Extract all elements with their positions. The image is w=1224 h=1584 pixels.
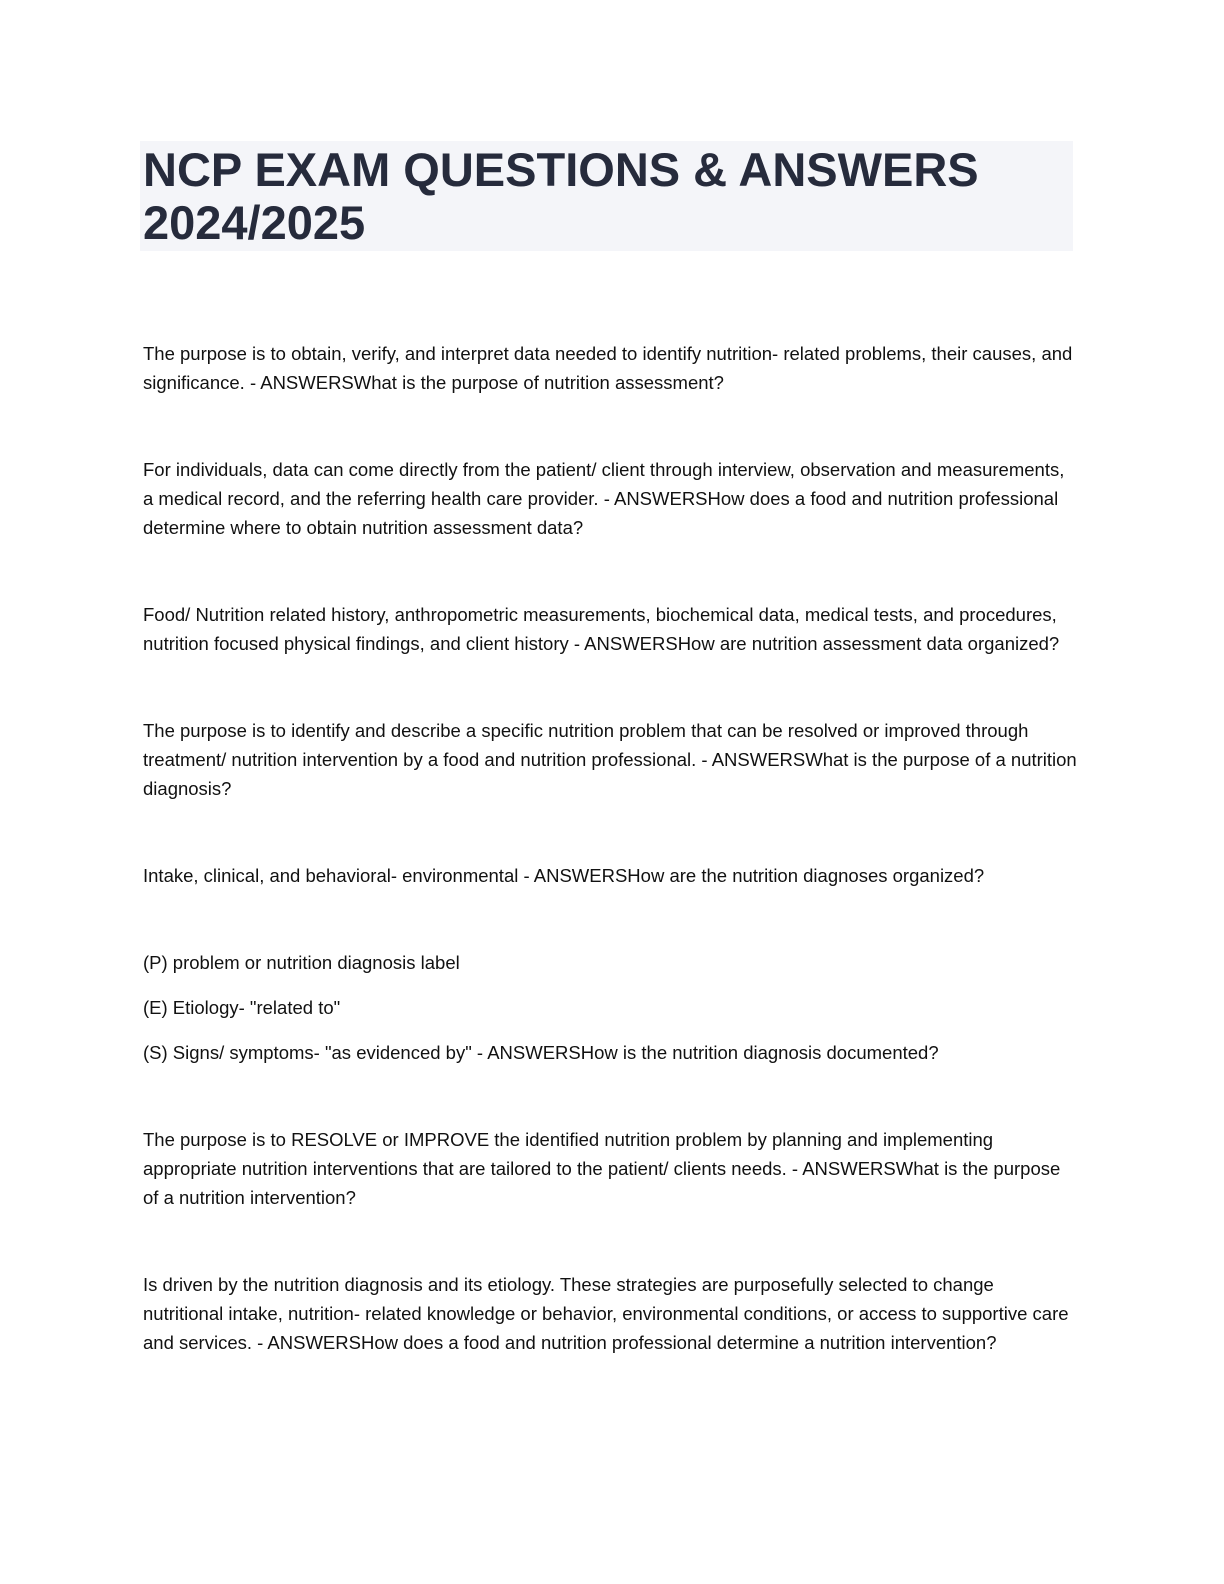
qa-text: For individuals, data can come directly from the patient/ client through interview, observation and measurements, a medical record, and the referring health care provider. - ANSWERSHow does a food and nutrition professional determine where to obtain nutrition assessment data? — [143, 459, 1065, 538]
title-banner — [140, 141, 1073, 251]
qa-line: (S) Signs/ symptoms- "as evidenced by" - ANSWERSHow is the nutrition diagnosis documented? — [143, 1042, 939, 1063]
qa-entry — [143, 716, 1078, 803]
qa-entry — [143, 600, 1078, 658]
qa-text: Is driven by the nutrition diagnosis and its etiology. These strategies are purposefully selected to change nutritional intake, nutrition- related knowledge or behavior, environmental conditions, or access to supportive care and services. - ANSWERSHow does a food and nutrition professional determine a nutrition intervention? — [143, 1274, 1069, 1353]
qa-text: The purpose is to identify and describe a specific nutrition problem that can be resolved or improved through treatment/ nutrition intervention by a food and nutrition professional. - ANSWERSWhat is the purpose of a nutrition diagnosis? — [143, 720, 1077, 799]
qa-text: The purpose is to RESOLVE or IMPROVE the identified nutrition problem by planning and implementing appropriate nutrition interventions that are tailored to the patient/ clients needs. - ANSWERSWhat is the purpose of a nutrition intervention? — [143, 1129, 1061, 1208]
title-line-1: NCP EXAM QUESTIONS & ANSWERS — [143, 143, 979, 196]
qa-entry — [143, 1125, 1078, 1212]
title-line-2: 2024/2025 — [143, 196, 366, 249]
qa-entry — [143, 339, 1078, 397]
qa-text: The purpose is to obtain, verify, and interpret data needed to identify nutrition- related problems, their causes, and significance. - ANSWERSWhat is the purpose of nutrition assessment? — [143, 343, 1073, 393]
qa-text: Intake, clinical, and behavioral- environmental - ANSWERSHow are the nutrition diagnoses organized? — [143, 865, 985, 886]
qa-entry — [143, 455, 1078, 542]
qa-text: Food/ Nutrition related history, anthropometric measurements, biochemical data, medical tests, and procedures, nutrition focused physical findings, and client history - ANSWERSHow are nutrition assessment data organized? — [143, 604, 1060, 654]
qa-list — [143, 339, 1078, 1415]
document-title — [143, 143, 1073, 249]
qa-line: (E) Etiology- "related to" — [143, 997, 341, 1018]
qa-line: (P) problem or nutrition diagnosis label — [143, 952, 460, 973]
qa-entry — [143, 948, 1078, 1067]
qa-entry — [143, 1270, 1078, 1357]
qa-entry — [143, 861, 1078, 890]
